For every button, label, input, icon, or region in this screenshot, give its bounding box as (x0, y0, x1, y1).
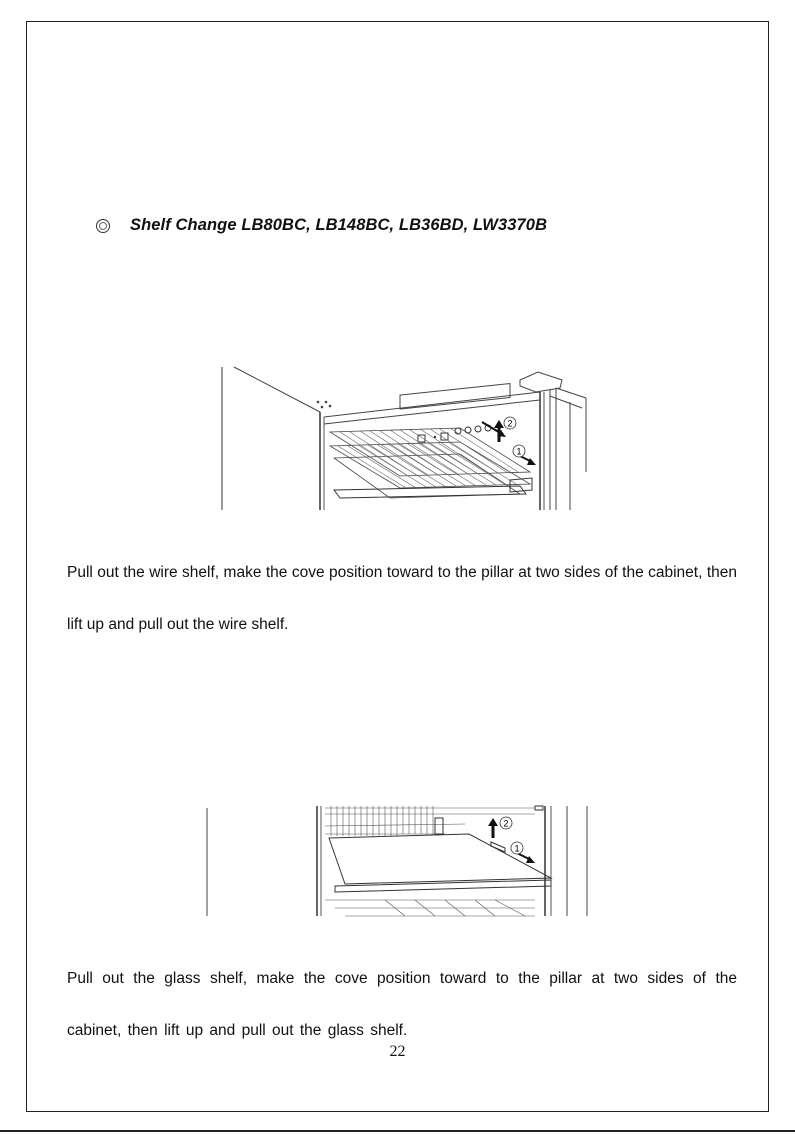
step-1-label: 1 (514, 843, 520, 854)
step-2-label: 2 (503, 818, 509, 829)
step-2-label: 2 (507, 418, 513, 429)
section-heading (96, 216, 547, 235)
bottom-rule (0, 1130, 795, 1132)
glass-shelf-illustration (205, 804, 589, 918)
step-1-label: 1 (516, 446, 522, 457)
wire-shelf-instructions: Pull out the wire shelf, make the cove position toward to the pillar at two sides of the cabinet, then lift up and pull out the wire shelf. (67, 563, 737, 633)
page-number: 22 (389, 1043, 406, 1060)
section-title: Shelf Change LB80BC, LB148BC, LB36BD, LW3370B (130, 216, 548, 234)
glass-shelf-instructions: Pull out the glass shelf, make the cove position toward to the pillar at two sides of the cabinet, then lift up and pull out the glass shelf. (67, 969, 737, 1039)
wire-shelf-illustration (220, 362, 592, 512)
circle-bullet-icon (96, 219, 110, 233)
